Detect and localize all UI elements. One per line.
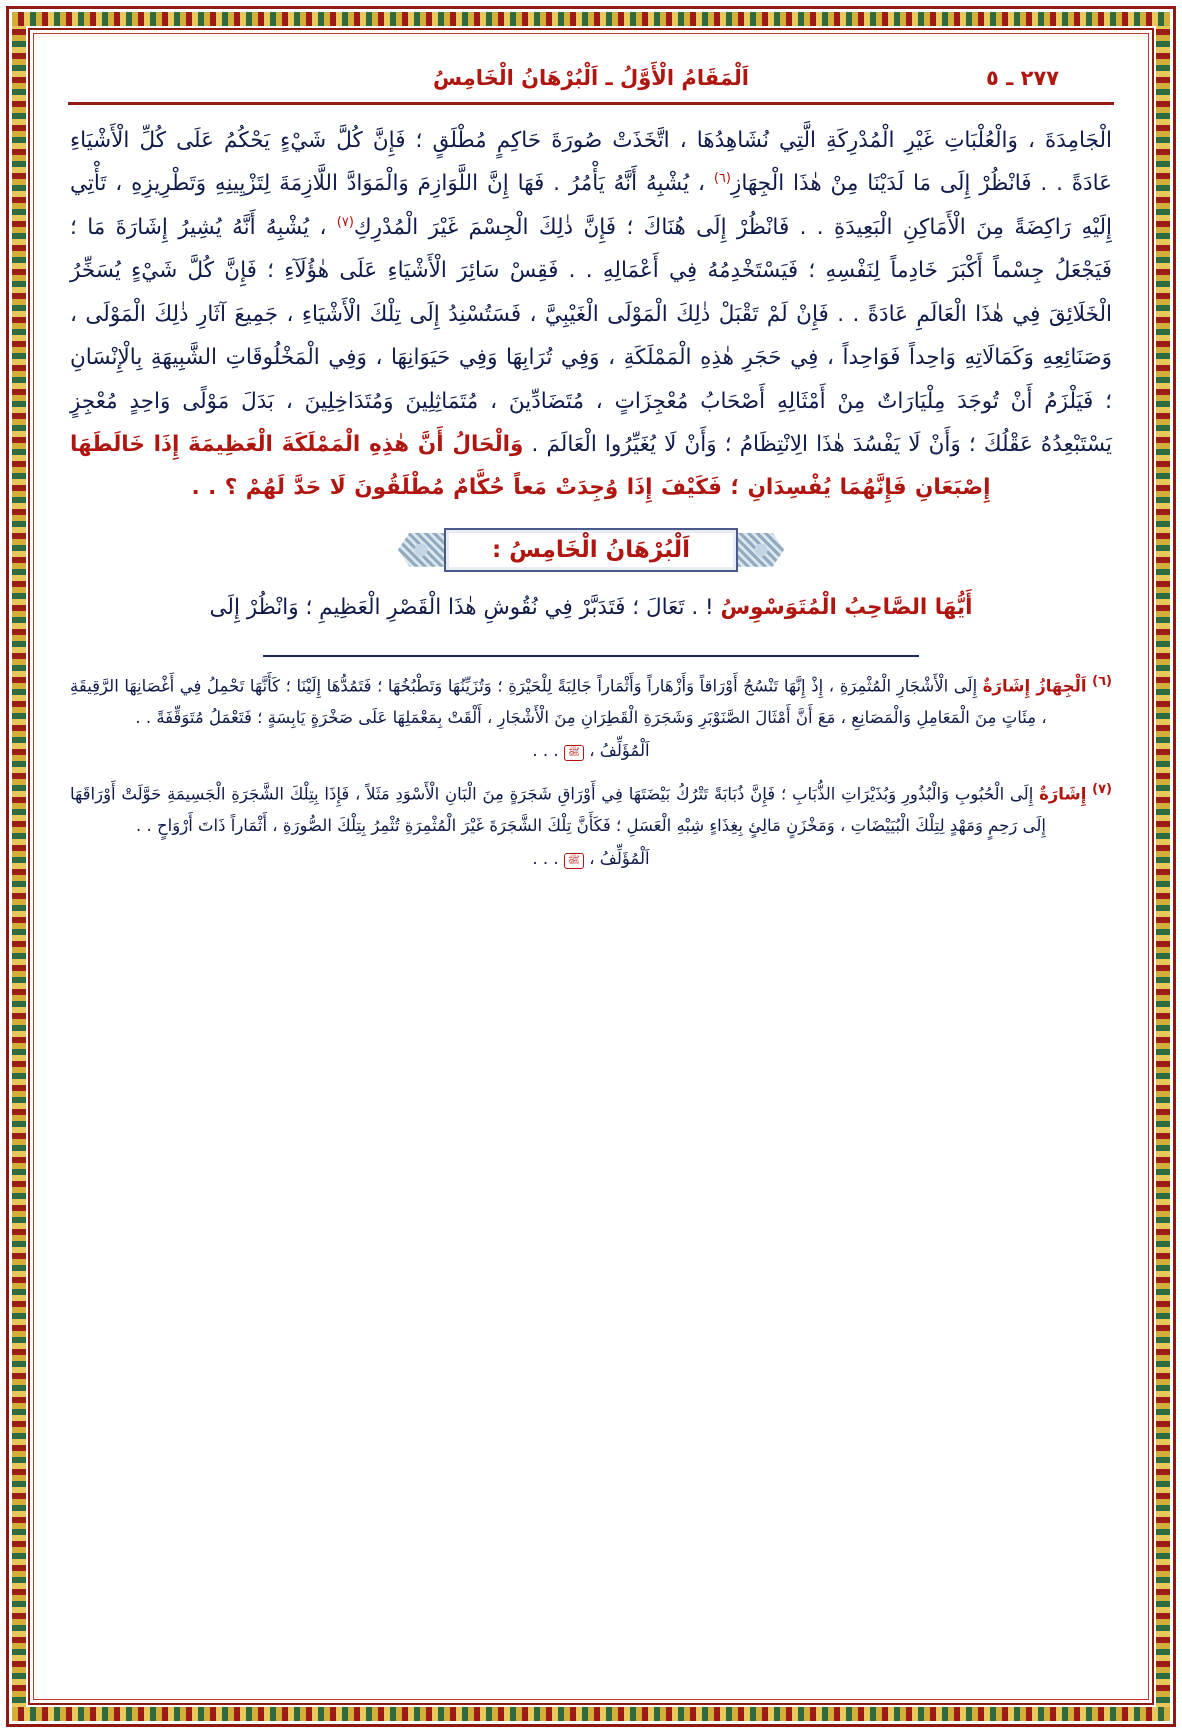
footnote-text: إِلَى الْحُبُوبِ وَالْبُذُورِ وَبُذَيْرَاتِ الذُّبَابِ ؛ فَإِنَّ ذُبَابَةً تَتْرُكُ بَيْضَتَهَا فِي أَوْرَاقِ شَجَرَةٍ مِنَ الْبَانِ الْأَسْوَدِ مَثَلاً ، فَإِذَا بِتِلْكَ الشَّجَرَةِ الْجَسِيمَةِ حَوَّلَتْ أَوْرَاقَهَا إِلَى رَحِمٍ وَمَهْدٍ لِتِلْكَ الْبُيَيْضَاتِ ، وَمَخْزَنٍ مَالِئٍ بِغِذَاءٍ شِبْهِ الْعَسَلِ ؛ فَكَأَنَّ تِلْكَ الشَّجَرَةَ غَيْرَ الْمُثْمِرَةِ تُثْمِرُ بِتِلْكَ الصُّورَةِ ، أَثْمَاراً ذَاتَ أَرْوَاحٍ . . bbox=[70, 784, 1046, 836]
salla-seal-icon: ﷺ bbox=[564, 853, 584, 869]
main-body bbox=[62, 105, 1120, 510]
section-title-band bbox=[62, 528, 1120, 572]
footnote-item bbox=[70, 777, 1112, 875]
lead-rest: ! . تَعَالَ ؛ فَتَدَبَّرْ فِي نُقُوشِ هٰذَا الْقَصْرِ الْعَظِيمِ ؛ وَانْظُرْ إِلَى bbox=[209, 594, 721, 620]
footnote-lead: اَلْجِهَازُ إِشَارَةٌ bbox=[982, 676, 1087, 696]
page-number: ٢٧٧ ـ ٥ bbox=[986, 66, 1060, 90]
body-paragraph bbox=[70, 119, 1112, 510]
footnote-tail: . . . bbox=[532, 740, 564, 760]
section-title: اَلْبُرْهَانُ الْخَامِسُ : bbox=[491, 536, 691, 563]
footnote-ref-7[interactable]: (٧) bbox=[336, 214, 354, 230]
ornament-right-icon bbox=[398, 533, 444, 567]
body-emphasis-red: وَالْحَالُ أَنَّ هٰذِهِ الْمَمْلَكَةَ الْعَظِيمَةَ إِذَا خَالَطَهَا إِصْبَعَانِ فَإِنَّهُمَا يُفْسِدَانِ ؛ فَكَيْفَ إِذَا وُجِدَتْ مَعاً حُكَّامٌ مُطْلَقُونَ لَا حَدَّ لَهُمْ ؟ . . bbox=[70, 431, 991, 501]
page-header bbox=[62, 60, 1120, 100]
salla-seal-icon: ﷺ bbox=[564, 745, 584, 761]
body-part-3: ، يُشْبِهُ أَنَّهُ يُشِيرُ إِشَارَةَ مَا ؛ فَيَجْعَلُ جِسْماً أَكْبَرَ خَادِماً لِنَفْسِهِ ؛ فَيَسْتَخْدِمُهُ فِي أَعْمَالِهِ . . فَقِسْ سَائِرَ الْأَشْيَاءِ عَلَى هٰؤُلَآءِ ؛ فَإِنَّ كُلَّ شَيْءٍ يُسَخِّرُ الْخَلَائِقَ فِي هٰذَا الْعَالَمِ عَادَةً . . فَإِنْ لَمْ تَقْبَلْ ذٰلِكَ الْمَوْلَى الْغَيْبِيَّ ، فَسَتُسْنِدُ إِلَى تِلْكَ الْأَشْيَاءِ ، جَمِيعَ آثَارِ ذٰلِكَ الْمَوْلَى ، وَصَنَائِعِهِ وَكَمَالَاتِهِ وَاحِداً فَوَاحِداً ، فِي حَجَرِ هٰذِهِ الْمَمْلَكَةِ ، وَفِي تُرَابِهَا وَفِي حَيَوَانِهَا ، وَفِي الْمَخْلُوقَاتِ الشَّبِيهَةِ بِالْإِنْسَانِ ؛ فَيَلْزَمُ أَنْ تُوجَدَ مِلْيَارَاتٌ مِنْ أَمْثَالِهِ أَصْحَابُ مُعْجِزَاتٍ ، مُتَضَادِّينَ ، مُتَمَاثِلِينَ وَمُتَدَاخِلِينَ ، بَدَلَ مَوْلًى وَاحِدٍ مُعْجِزٍ يَسْتَبْعِدُهُ عَقْلُكَ ؛ وَأَنْ لَا يَفْسُدَ هٰذَا الِانْتِظَامُ ؛ وَأَنْ لَا يُغَيِّرُوا الْعَالَمَ . bbox=[70, 214, 1112, 457]
body-part-2: ، يُشْبِهُ أَنَّهُ يَأْمُرُ . فَهَا إِنَّ اللَّوَازِمَ وَالْمَوَادَّ اللَّازِمَةَ لِتَزْيِينِهِ وَتَطْرِيزِهِ ، تَأْتِي إِلَيْهِ رَاكِضَةً مِنَ الْأَمَاكِنِ الْبَعِيدَةِ . . فَانْظُرْ إِلَى هُنَاكَ ؛ فَإِنَّ ذٰلِكَ الْجِسْمَ غَيْرَ الْمُدْرِكِ bbox=[70, 171, 1112, 240]
footnote-number: (٦) bbox=[1092, 673, 1112, 689]
footnote-number: (٧) bbox=[1092, 781, 1112, 797]
footnote-lead: إِشَارَةٌ bbox=[1039, 784, 1087, 804]
footnotes-section bbox=[62, 669, 1120, 875]
footnote-divider bbox=[263, 655, 919, 657]
page-title: اَلْمَقَامُ الْأَوَّلُ ـ اَلْبُرْهَانُ الْخَامِسُ bbox=[433, 66, 749, 90]
page-content bbox=[62, 60, 1120, 1678]
footnote-signature: اَلْمُؤَلِّفُ ، bbox=[583, 740, 650, 760]
lead-address: أَيُّهَا الصَّاحِبُ الْمُتَوَسْوِسُ bbox=[720, 594, 973, 620]
body-part-1: الْجَامِدَةَ ، وَالْعُلْبَاتِ غَيْرِ الْمُدْرِكَةِ الَّتِي نُشَاهِدُهَا ، اتَّخَذَتْ صُورَةَ حَاكِمٍ مُطْلَقٍ ؛ فَإِنَّ كُلَّ شَيْءٍ يَحْكُمُ عَلَى كُلِّ الْأَشْيَاءِ عَادَةً . . فَانْظُرْ إِلَى مَا لَدَيْنَا مِنْ هٰذَا الْجِهَازِ bbox=[70, 128, 1112, 197]
footnote-signature: اَلْمُؤَلِّفُ ، bbox=[583, 848, 650, 868]
footnote-text: إِلَى الْأَشْجَارِ الْمُثْمِرَةِ ، إِذْ إِنَّهَا تَنْسُجُ أَوْرَاقاً وَأَزْهَاراً وَأَثْمَاراً جَالِبَةً لِلْحَيْرَةِ ؛ وَتُزَيِّنُهَا وَتَطْبُخُهَا ؛ فَتَمُدُّهَا إِلَيْنَا ؛ كَأَنَّهَا تَحْمِلُ فِي أَغْصَانِهَا الرَّقِيقَةِ ، مِئَاتٍ مِنَ الْمَعَامِلِ وَالْمَصَانِعِ ، مَعَ أَنَّ أَمْثَالَ الصَّنَوْبَرِ وَشَجَرَةِ الْقَطِرَانِ مِنَ الْأَشْجَارِ ، أَلْقَتْ بِمَعْمَلِهَا عَلَى صَخْرَةٍ يَابِسَةٍ ؛ فَتَعْمَلُ مُتَوَقِّفَةً . . bbox=[70, 676, 1047, 728]
footnote-item bbox=[70, 669, 1112, 767]
footnote-tail: . . . bbox=[532, 848, 564, 868]
footnote-ref-6[interactable]: (٦) bbox=[713, 171, 731, 187]
section-title-box bbox=[444, 528, 738, 572]
ornament-left-icon bbox=[738, 533, 784, 567]
lead-paragraph bbox=[62, 582, 1120, 629]
